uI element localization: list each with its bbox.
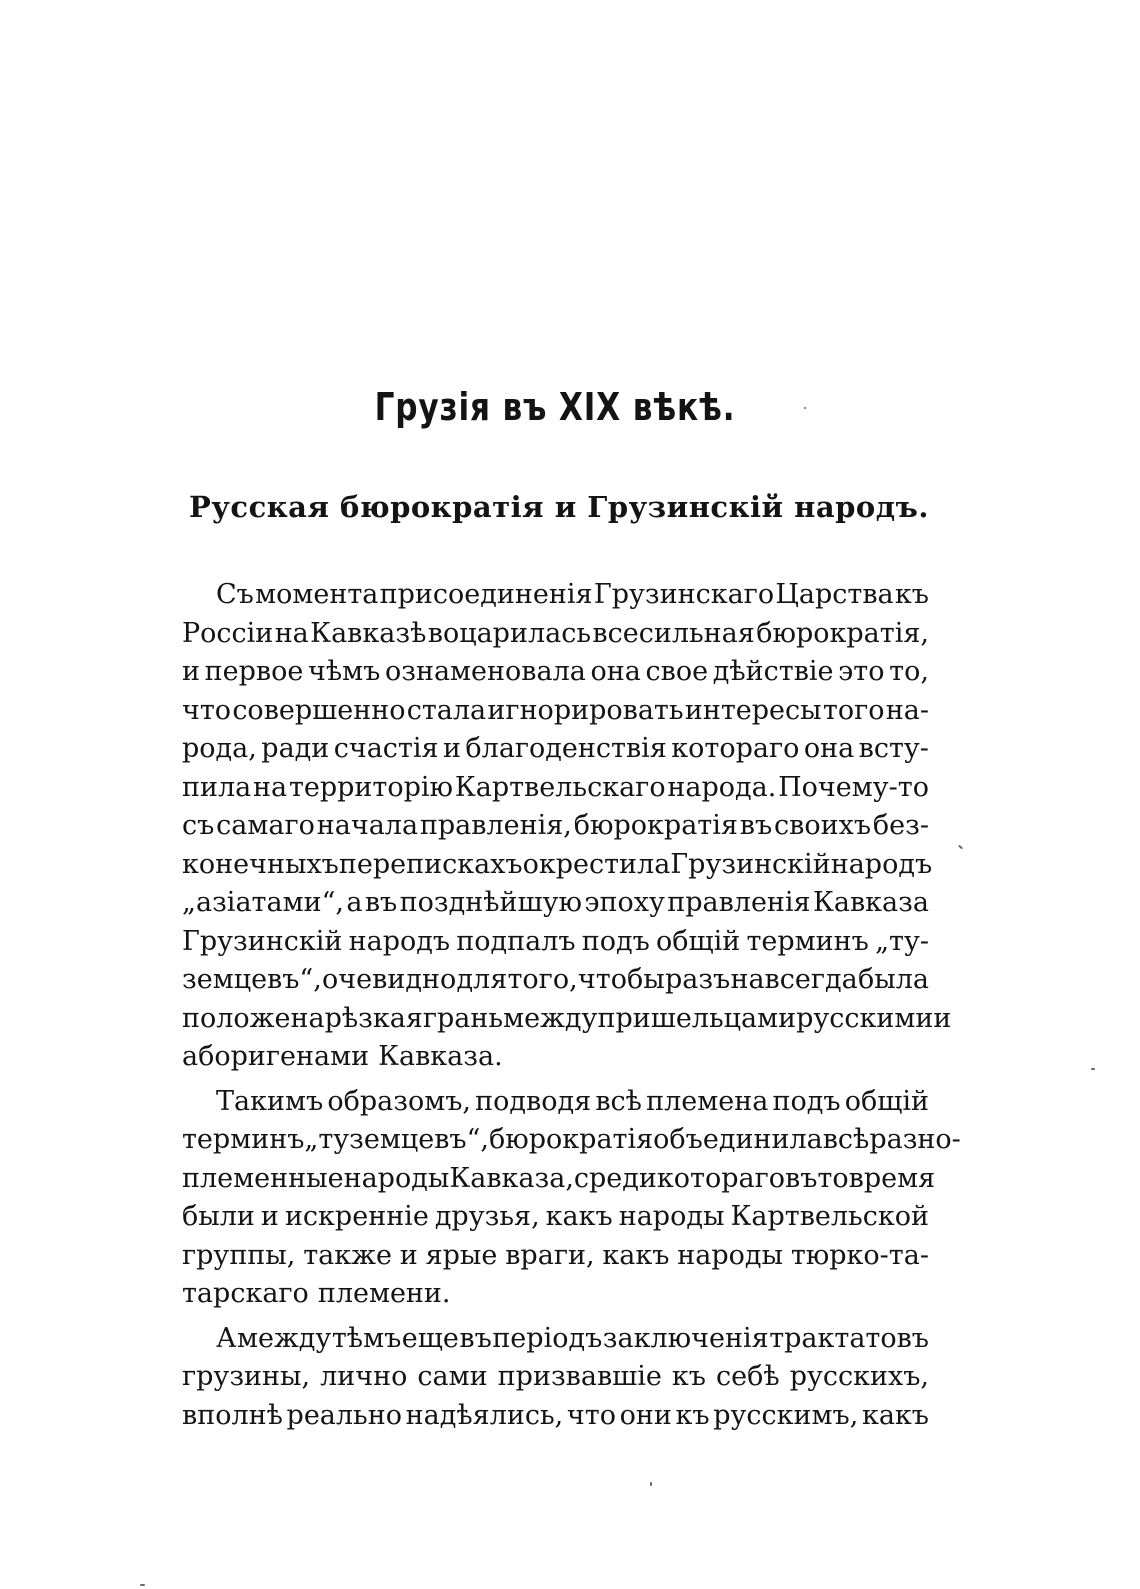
text-line: положена рѣзкая грань между пришельцами русскими и <box>182 1002 952 1034</box>
text-line: племенные народы Кавказа, среди котораго въ то время <box>182 1162 936 1194</box>
text-line: пила на территорію Картвельскаго народа. Почему-то <box>182 771 929 803</box>
text-line: вполнѣ реально надѣялись, что они къ русскимъ, какъ <box>182 1399 929 1431</box>
print-speck <box>958 845 963 850</box>
page-title: Грузія въ XIX вѣкѣ. <box>374 385 736 429</box>
text-line: „азіатами“, а въ позднѣйшую эпоху правленія Кавказа <box>182 887 929 918</box>
print-speck <box>804 407 806 409</box>
text-line: Съ момента присоединенія Грузинскаго Царства къ <box>216 579 929 610</box>
text-line: съ самаго начала правленія, бюрократія въ своихъ без- <box>182 810 929 841</box>
text-line: тарскаго племени. <box>182 1278 451 1309</box>
section-subtitle: Русская бюрократія и Грузинскій народъ. <box>189 490 929 524</box>
text-line: были и искренніе друзья, какъ народы Картвельской <box>182 1201 929 1232</box>
text-line: группы, также и ярые враги, какъ народы тюрко-та- <box>182 1239 929 1271</box>
text-line: аборигенами Кавказа. <box>182 1041 503 1072</box>
text-line: рода, ради счастія и благоденствія котораго она всту- <box>182 733 929 764</box>
text-line: А между тѣмъ еще въ періодъ заключенія трактатовъ <box>216 1322 929 1354</box>
text-line: конечныхъ перепискахъ окрестила Грузинскій народъ <box>182 848 933 880</box>
print-speck <box>650 1482 652 1486</box>
text-line: Грузинскій народъ подпалъ подъ общій терминъ „ту- <box>182 925 929 957</box>
text-line: грузины, лично сами призвавшіе къ себѣ русскихъ, <box>182 1361 929 1392</box>
text-line: земцевъ“, очевидно для того, чтобы разъ навсегда была <box>182 964 929 995</box>
text-line: что совершенно стала игнорировать интересы того на- <box>182 694 929 726</box>
text-line: и первое чѣмъ ознаменовала она свое дѣйствіе это то, <box>182 656 929 687</box>
text-line: Россіи на Кавказѣ воцарилась всесильная бюрократія, <box>182 617 929 649</box>
text-line: Такимъ образомъ, подводя всѣ племена подъ общій <box>216 1085 929 1117</box>
text-line: терминъ „туземцевъ“, бюрократія объединила всѣ разно- <box>182 1124 961 1155</box>
print-speck <box>140 1584 145 1586</box>
print-speck <box>1091 1068 1095 1070</box>
body-text <box>182 576 961 1435</box>
